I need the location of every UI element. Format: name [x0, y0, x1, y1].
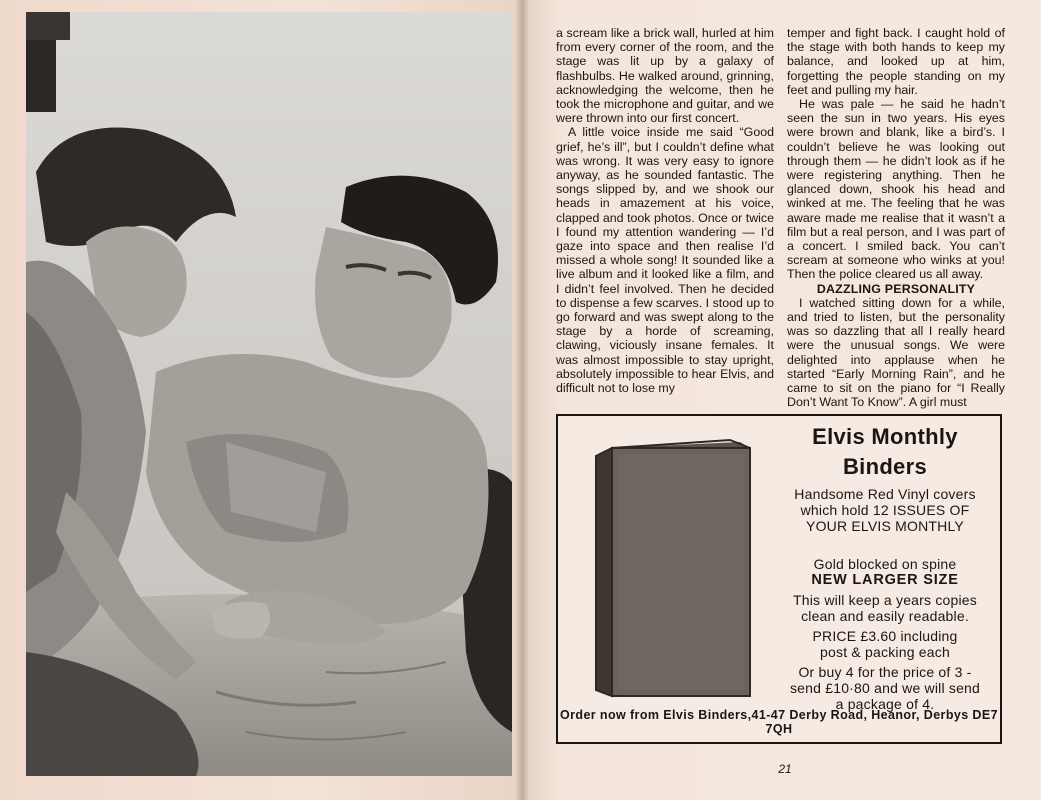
advert-price: post & packing each — [820, 644, 950, 660]
advert-order-address: Order now from Elvis Binders,41-47 Derby Road, Heanor, Derbys DE7 7QH — [560, 708, 998, 736]
advert-price: PRICE £3.60 including — [812, 628, 958, 644]
paragraph: I watched sitting down for a while, and tried to listen, but the personality was so dazzling that all I really heard were the unusual songs. We were delighted into applause when he started “Early Morning Rain”, and he came to sit on the piano for “I Really Don’t Want To Know”. A girl must — [787, 295, 1005, 410]
advert-text: YOUR ELVIS MONTHLY — [806, 518, 964, 534]
binder-image — [590, 434, 766, 698]
paragraph: He was pale — he said he hadn’t seen the sun in two years. His eyes were brown and blank, like a bird’s. I couldn’t believe he was looking out through them — he didn’t look as if he were registering anything. Then he glanced down, shook his head and winked at me. The feeling that he was aware made me realise that it wasn’t a film but a real person, and I was part of a concert. I smiled back. You can’t scream at someone who winks at you! Then the police cleared us all away. — [787, 97, 1005, 282]
advert-highlight: NEW LARGER SIZE — [811, 572, 959, 588]
advert-title: Elvis Monthly — [812, 424, 958, 449]
film-still-photo — [26, 12, 512, 776]
paragraph: a scream like a brick wall, hurled at him from every corner of the room, and the stage was lit up by a galaxy of flashbulbs. He walked around, grinning, acknowledging the welcome, then he took the microphone and guitar, and we were thrown into our first concert. — [556, 26, 774, 126]
advert-text: Gold blocked on spine — [813, 556, 957, 572]
film-still-illustration — [26, 12, 512, 776]
advert-offer: a package of 4. — [835, 696, 935, 712]
paragraph: A little voice inside me said “Good grief, he’s ill”, but I couldn’t define what was wrong. It was very easy to ignore anyway, as he sounded fantastic. The songs slipped by, and we shook our heads in amazement at his voice, clapped and took photos. Once or twice I found my attention wandering — I’d gaze into space and then realise I’d missed a whole song! It sounded like a live album and it looked like a film, and I didn’t feel involved. Then he decided to dispense a few scarves. I stood up to go forward and was swept along to the stage by a horde of screaming, clawing, viciously insane females. It was almost impossible to stay upright, absolutely impossible to hear Elvis, and difficult not to lose my — [556, 125, 774, 396]
advert-copy — [774, 422, 996, 712]
advert-offer: send £10·80 and we will send — [789, 680, 981, 696]
advert-text: Handsome Red Vinyl covers — [794, 486, 976, 502]
advert-offer: Or buy 4 for the price of 3 - — [798, 664, 972, 680]
binders-advert — [556, 414, 1002, 744]
page-gutter — [515, 0, 529, 800]
advert-text: clean and easily readable. — [801, 608, 969, 624]
advert-title: Binders — [842, 454, 927, 479]
advert-text: which hold 12 ISSUES OF — [800, 502, 970, 518]
subheading: DAZZLING PERSONALITY — [816, 281, 976, 296]
article-column-1 — [556, 26, 774, 395]
page-number: 21 — [778, 762, 792, 776]
advert-text: This will keep a years copies — [793, 592, 977, 608]
article-column-2 — [787, 26, 1005, 409]
paragraph: temper and fight back. I caught hold of the stage with both hands to keep my balance, and looked up at him, forgetting the people standing on my feet and pulling my hair. — [787, 26, 1005, 97]
